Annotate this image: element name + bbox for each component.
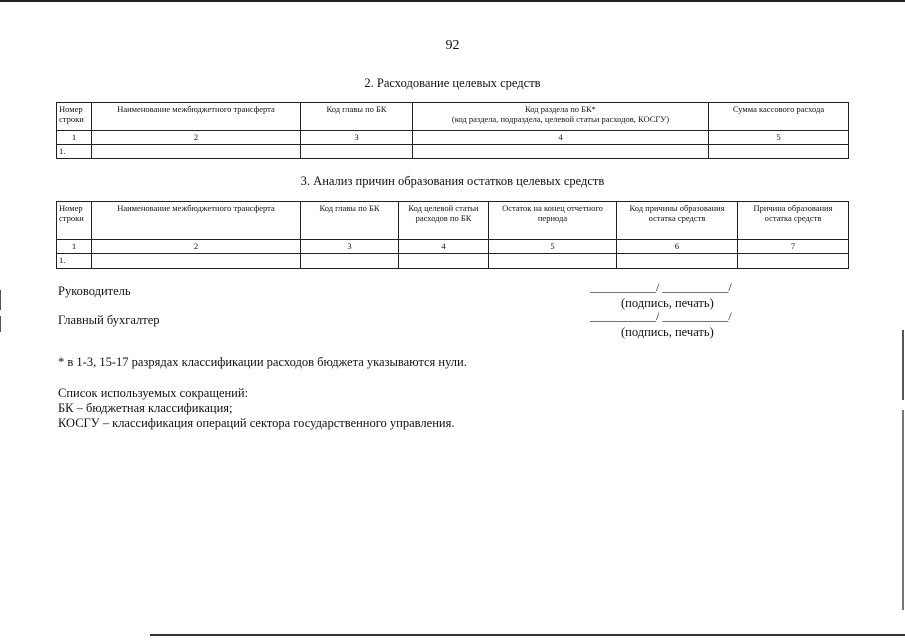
table-row — [57, 145, 849, 159]
abbreviation-item: КОСГУ – классификация операций сектора государственного управления. — [58, 416, 455, 430]
head-signature-line: ___________/ ___________/ — [590, 280, 732, 294]
section3-title: 3. Анализ причин образования остатков целевых средств — [300, 174, 605, 188]
section3-table — [56, 201, 849, 269]
table-cell — [738, 254, 849, 269]
header-cell: Код целевой статьи расходов по БК — [399, 202, 489, 240]
column-number: 5 — [709, 131, 849, 145]
header-cell: Остаток на конец отчетного периода — [489, 202, 617, 240]
table-cell — [489, 254, 617, 269]
table-cell — [301, 145, 413, 159]
abbreviations-title: Список используемых сокращений: — [58, 386, 249, 400]
scan-edge-top — [0, 0, 905, 2]
header-cell: Код причины образования остатка средств — [617, 202, 738, 240]
scan-edge-bottom — [150, 634, 905, 636]
header-cell: Сумма кассового расхода — [709, 103, 849, 131]
header-cell: Причина образования остатка средств — [738, 202, 849, 240]
scan-edge-left — [0, 290, 1, 310]
column-number: 4 — [413, 131, 709, 145]
table-cell — [617, 254, 738, 269]
column-number: 6 — [617, 240, 738, 254]
column-number: 3 — [301, 131, 413, 145]
scan-edge-right — [902, 330, 904, 400]
accountant-signature-label: Главный бухгалтер — [58, 313, 160, 327]
column-number: 4 — [399, 240, 489, 254]
page-number: 92 — [445, 38, 460, 53]
table-cell: 1. — [57, 145, 92, 159]
header-cell: Номер строки — [57, 103, 92, 131]
header-cell: Код главы по БК — [301, 202, 399, 240]
header-cell — [413, 103, 709, 131]
column-number: 1 — [57, 131, 92, 145]
table-row — [57, 254, 849, 269]
column-number: 2 — [92, 240, 301, 254]
column-number-row — [57, 131, 849, 145]
table-header-row — [57, 202, 849, 240]
scan-edge-left — [0, 316, 1, 332]
section2-title: 2. Расходование целевых средств — [364, 76, 541, 90]
table-cell — [301, 254, 399, 269]
abbreviation-item: БК – бюджетная классификация; — [58, 401, 233, 415]
header-cell: Наименование межбюджетного трансферта — [92, 103, 301, 131]
scan-edge-right — [902, 410, 904, 610]
table-header-row — [57, 103, 849, 131]
accountant-signature-line: ___________/ ___________/ — [590, 309, 732, 323]
table-cell — [92, 145, 301, 159]
table-cell — [92, 254, 301, 269]
column-number-row — [57, 240, 849, 254]
header-cell: Код главы по БК — [301, 103, 413, 131]
column-number: 2 — [92, 131, 301, 145]
header-cell-subtitle: (код раздела, подраздела, целевой статьи расходов, КОСГУ) — [451, 114, 670, 124]
table-cell — [399, 254, 489, 269]
accountant-signature-caption: (подпись, печать) — [621, 325, 714, 339]
column-number: 7 — [738, 240, 849, 254]
header-cell: Номер строки — [57, 202, 92, 240]
column-number: 5 — [489, 240, 617, 254]
table-cell — [709, 145, 849, 159]
head-signature-label: Руководитель — [58, 284, 131, 298]
header-cell: Наименование межбюджетного трансферта — [92, 202, 301, 240]
header-cell-title: Код раздела по БК* — [525, 104, 596, 114]
footnote: * в 1-3, 15-17 разрядах классификации расходов бюджета указываются нули. — [58, 355, 467, 369]
head-signature-caption: (подпись, печать) — [621, 296, 714, 310]
column-number: 1 — [57, 240, 92, 254]
table-cell: 1. — [57, 254, 92, 269]
column-number: 3 — [301, 240, 399, 254]
section2-table — [56, 102, 849, 159]
table-cell — [413, 145, 709, 159]
